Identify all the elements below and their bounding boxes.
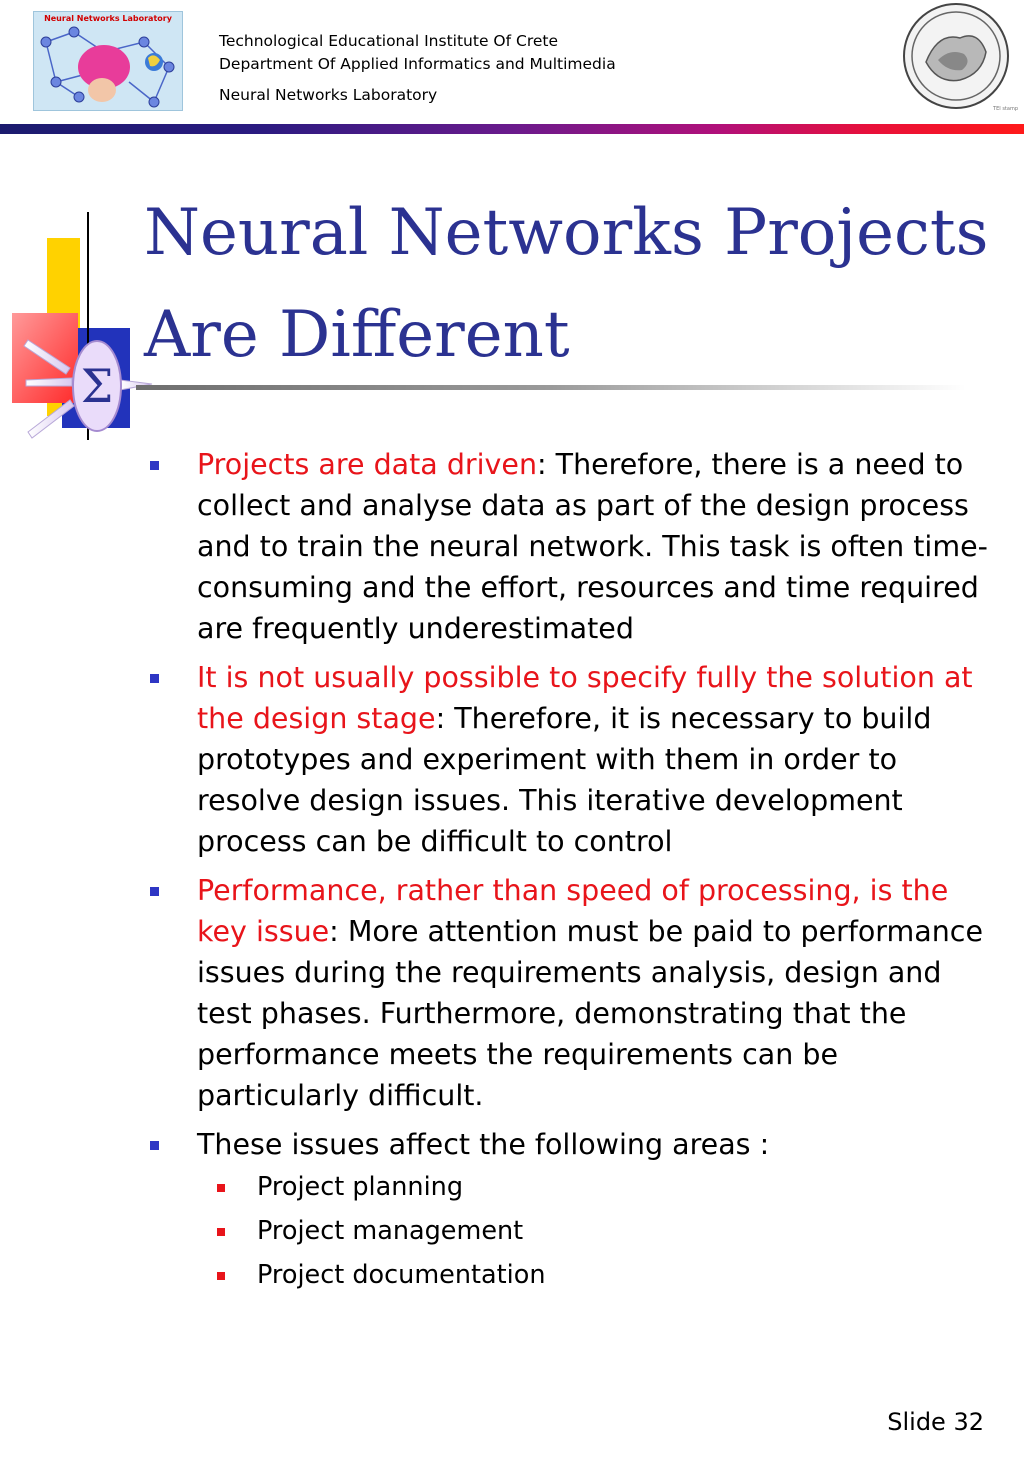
bullet-text: : More attention must be paid to performance issues during the requirements analysis, design and test phases. Furthermore, demonstrating that the performance meets the requirements can be particularly difficult. <box>197 915 984 1112</box>
bullet-text: These issues affect the following areas : <box>197 1128 770 1161</box>
slide-header <box>0 0 1024 122</box>
sub-bullet-text: Project management <box>257 1216 524 1246</box>
bullet-lead: Projects are data driven <box>197 448 538 481</box>
bullet-text: : Therefore, it is necessary to build prototypes and experiment with them in order to resolve design issues. This iterative development process can be difficult to control <box>197 702 932 858</box>
square-bullet-icon <box>150 887 159 896</box>
lab-logo-text: Neural Networks Laboratory <box>44 14 172 23</box>
slide-number: Slide 32 <box>887 1408 984 1436</box>
seal-caption: TEI stamp <box>993 106 1018 112</box>
bullet-item <box>145 444 1005 649</box>
institute-name: Technological Educational Institute Of Crete <box>219 32 558 50</box>
red-square-bullet-icon <box>217 1272 225 1280</box>
bullet-item <box>145 657 1005 862</box>
sub-bullet-item <box>145 1213 1005 1249</box>
slide-body <box>145 444 1005 1301</box>
sub-bullet-item <box>145 1257 1005 1293</box>
institute-seal <box>898 2 1022 116</box>
seal-icon <box>898 2 1022 116</box>
red-square-bullet-icon <box>217 1184 225 1192</box>
bullet-lead: It is not usually possible to specify fully the solution at the design stage <box>197 661 973 735</box>
title-line-1: Neural Networks Projects <box>144 196 989 270</box>
title-underline <box>136 385 966 390</box>
sigma-neuron-icon <box>0 210 160 445</box>
bullet-lead: Performance, rather than speed of processing, is the key issue <box>197 874 949 948</box>
square-bullet-icon <box>150 461 159 470</box>
red-square-bullet-icon <box>217 1228 225 1236</box>
sigma-decoration <box>0 210 160 445</box>
title-line-2: Are Different <box>144 298 570 373</box>
lab-logo <box>33 11 183 111</box>
bullet-text: : Therefore, there is a need to collect and analyse data as part of the design process and to train the neural network. This task is often time-consuming and the effort, resources and time required are frequently underestimated <box>197 448 988 645</box>
sub-bullet-text: Project planning <box>257 1172 464 1202</box>
department-name: Department Of Applied Informatics and Multimedia <box>219 55 616 73</box>
sub-bullet-item <box>145 1169 1005 1205</box>
square-bullet-icon <box>150 674 159 683</box>
bullet-item <box>145 870 1005 1116</box>
slide-title <box>144 182 1004 387</box>
square-bullet-icon <box>150 1141 159 1150</box>
svg-text:Σ: Σ <box>80 359 114 413</box>
bullet-item <box>145 1124 1005 1165</box>
header-divider-bar <box>0 124 1024 134</box>
sub-bullet-text: Project documentation <box>257 1260 546 1290</box>
network-brain-icon <box>34 12 183 111</box>
lab-name: Neural Networks Laboratory <box>219 86 438 104</box>
